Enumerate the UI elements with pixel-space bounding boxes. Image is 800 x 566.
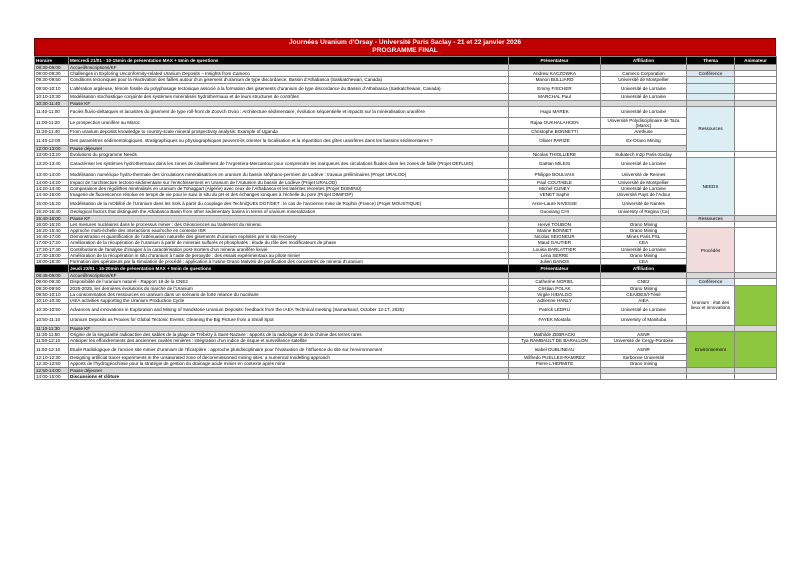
row-affiliation: University of Regina (Ca) [601,209,687,215]
program-row [35,117,777,128]
row-animator [735,332,777,368]
row-theme: Procédés [687,228,735,273]
row-affiliation: Orano Mining [601,221,687,227]
row-title: L’altération argileuse, témoin fossile du polyphasage tectonique associé à la formation des gisements d’uranium de type discordance du Bassin d’Athabasca (Saskatchewan, Canada). [69,83,509,94]
row-animator [735,83,777,94]
row-title: Pause déjeuner [69,367,509,373]
program-row [35,304,777,315]
row-title: Évolutions du programme Needs [69,152,509,158]
row-affiliation [601,373,687,379]
row-affiliation: Arethuse [601,129,687,135]
row-title: Challenges in Exploring Unconformity-related Uranium Deposits – Insights from Cameco [69,71,509,77]
row-affiliation: Cameco Corporation [601,71,687,77]
row-presenter: Mathilde ZEBRACKI [509,332,601,338]
row-affiliation: Orano Mining [601,252,687,258]
row-presenter: VENET Saphir [509,192,601,198]
row-time: 10:50-11:10 [35,315,69,326]
row-title: Démonstration et quantification de l’atténuation naturelle des gisements d’uranium exploités par in situ recovery [69,234,509,240]
row-affiliation: Université de Lorraine [601,246,687,252]
row-affiliation: Université de Rennes [601,169,687,180]
program-table [34,56,777,380]
row-title: Comparaison des régolithes minéralisés en uranium de Tohaggart (Algérie) avec ceux de l’Athabasca et les latérites récentes (Projet DISMINU) [69,186,509,192]
row-presenter: Pierre L’HERMITE [509,361,601,367]
row-presenter: Cristian POLAK [509,285,601,291]
header-affiliation: Affiliation [601,265,687,273]
row-presenter: Hervé TOUBON [509,221,601,227]
row-time: 10:30-11:40 [35,100,69,106]
row-time: 08:45-09:00 [35,273,69,279]
row-affiliation: AIEA [601,298,687,304]
row-animator [735,285,777,325]
row-presenter: Virgile HIDALGO [509,291,601,297]
row-presenter: Louisa BARLATTIER [509,246,601,252]
row-presenter: Christophe BONNETTI [509,129,601,135]
row-title: Le prospection uranifère au Maroc [69,117,509,128]
row-title: Advances and innovations in Exploration and Mining of Sandstone Uranium Deposits: feedback from the IAEA Technical meeting (Samarkand, October 13-17, 2025) [69,304,509,315]
row-time: 09:50-10:10 [35,83,69,94]
row-time: 15:20-15:40 [35,209,69,215]
row-time: 16:20-16:40 [35,228,69,234]
program-row [35,106,777,117]
row-title: Faciès fluvio-deltaïques et lacustres du gisement de type roll-front de Zoovch Ovoo : Architecture sédimentaire, évolution séquentielle et impacts sur la minéralisation uranifère [69,106,509,117]
row-title: La consommation des ressources en uranium dans un scénario de forte relance du nucléaire [69,291,509,297]
row-presenter: Nicolas THIOLLIERE [509,152,601,158]
row-time: 09:30-09:50 [35,285,69,291]
row-time: 09:30-09:50 [35,77,69,83]
row-affiliation: ASNR [601,344,687,355]
row-presenter: Hugo MAREK [509,106,601,117]
program-row [35,158,777,169]
row-affiliation: Université Polydisciplinaire de Taza (Maroc) [601,117,687,128]
row-presenter: Lena SERRE [509,252,601,258]
row-affiliation: Université de Lorraine [601,186,687,192]
row-theme [687,83,735,94]
row-title: Designing artificial tracer experiments in the unsaturated zone of decommissioned mining sites: a numerical modelling approach [69,355,509,361]
program-row [35,344,777,355]
row-title: Modélisation stochastique conjointe des systèmes minéralisés hydrothermaux et de leurs structures de contrôles [69,94,509,100]
row-title: Pause KF [69,100,509,106]
row-title: 2025-2025, les dernières évolutions du marché de l’Uranium [69,285,509,291]
row-affiliation: CEA/DES/I-Tésé [601,291,687,297]
row-title: Impact de l’architecture tectono-sédimentaire sur l’enrichissement en Uranium de l’Autunien du bassin de Lodève (Projet URALOD) [69,180,509,186]
row-time: 12:30-12:50 [35,361,69,367]
row-title: Anticiper les effondrements des anciennes cavités minières : intégration d’un indice de risque et surveillance satellite [69,338,509,344]
row-presenter: Catherine NORIEL [509,279,601,285]
row-time: 13:20-13:40 [35,158,69,169]
row-presenter: Emmy FISCHER [509,83,601,94]
row-time: 18:00-18:30 [35,259,69,265]
row-affiliation: Université Pays de l’Adour [601,192,687,198]
row-theme: Uranium : état des lieux et innovations [687,285,735,325]
program-row [35,198,777,209]
row-title: Conditions tectoniques pour la réactivation des failles autour d’un gisement d’uranium de type discordance, Bassin d’Athabasca (Saskatchewan, Canada) [69,77,509,83]
row-affiliation: University of Manitoba [601,315,687,326]
row-presenter: Michel CUNEY [509,186,601,192]
row-affiliation: Université de Lorraine [601,158,687,169]
row-presenter: Wilfredo PUELLES-RAMIREZ [509,355,601,361]
row-title: Imagerie de fluorescence résolue en temps de vie pour le suivi in situ du pH et des échanges ioniques à l’échelle du pore (Projet DIMIFOP) [69,192,509,198]
program-title: Journées Uranium d'Orsay - Université Paris Saclay - 21 et 22 janvier 2026 [288,39,522,46]
row-presenter: Adrienne HANLY [509,298,601,304]
table-header-row [35,57,777,65]
row-time: 16:00-16:20 [35,221,69,227]
row-affiliation: Université de Nantes [601,198,687,209]
row-animator [735,106,777,151]
row-time: 11:40-11:00 [35,106,69,117]
program-sheet [34,38,776,380]
row-title: Des paramètres sédimentologiques, stratigraphiques ou physiographiques peuvent-ils orienter la localisation et la répartition des gîtes uranifères dans les bassins sédimentaires ? [69,135,509,146]
row-time: 10:30-10:50 [35,304,69,315]
row-affiliation: Mines Paris PSL [601,234,687,240]
row-time: 10:10-10:30 [35,94,69,100]
row-presenter: Marine BONNET [509,228,601,234]
row-title: Accueil/Inscriptions/KF [69,65,509,71]
row-time: 08:30-09:00 [35,65,69,71]
row-presenter: Guoxiang CHI [509,209,601,215]
row-presenter: Rajaa OUKHALAHCEN [509,117,601,128]
header-animator: Animateur [735,57,777,65]
row-title: IAEA activities supporting the Uranium Production Cycle [69,298,509,304]
row-theme: Conférence [687,279,735,285]
program-banner [34,38,776,56]
header-time [35,265,69,273]
row-affiliation: Université de Montpellier [601,180,687,186]
program-row [35,135,777,146]
row-presenter: Gaëtan MILESI [509,158,601,169]
row-presenter: Anne-Laure NIVESSE [509,198,601,209]
row-affiliation: CNE2 [601,279,687,285]
row-title: Contributions de l’analyse d’images à la caractérisation post-mortem d’un minerai uranifère lixivié [69,246,509,252]
program-row [35,169,777,180]
row-theme: Environnement [687,332,735,368]
row-title: Apports de l’hydrogéochimie pour la stratégie de gestion du drainage acide minier en contexte après mine [69,361,509,367]
row-time: 11:10-11:30 [35,325,69,331]
row-theme: Ressources [687,106,735,151]
row-title: Origine de la singularité radioactive des sables de la plage de Trébézy à Saint-Nazaire : apports de la radiologie et de la chimie des terres rares [69,332,509,338]
row-affiliation: Université de Cergy-Pontoise [601,338,687,344]
row-affiliation: Université de Lorraine [601,304,687,315]
row-title: Geological factors that distinguish the Athabasca Basin from other sedimentary basins in terms of uranium mineralization [69,209,509,215]
row-affiliation: Université de Lorraine [601,106,687,117]
row-time: 14:00-14:20 [35,180,69,186]
row-title: Pause KF [69,325,509,331]
row-presenter: Philippe BOULVAIS [509,169,601,180]
row-time: 14:20-14:40 [35,186,69,192]
row-time: 14:00-15:00 [35,373,69,379]
row-time: 14:40-15:00 [35,192,69,198]
row-affiliation: Université de Lorraine [601,94,687,100]
row-affiliation: Subatech In2p Paris-Saclay [601,152,687,158]
header-time: Horaire [35,57,69,65]
program-row [35,315,777,326]
row-presenter: Nicolas SEIGNEUR [509,234,601,240]
row-time: 11:40-12:00 [35,135,69,146]
row-presenter: Olivier PARIZE [509,135,601,146]
row-affiliation: Sorbonne Université [601,355,687,361]
row-time: 11:30-11:50 [35,332,69,338]
row-title: Les mesures nucléaires dans le processus minier : des Géosciences au traitement du minerai. [69,221,509,227]
row-title: Amélioration de la récupération de l’uranium à partir de minerais sulfurés et phosphatés : étude du rôle des modificateurs de phase [69,240,509,246]
row-affiliation: Orano Mining [601,228,687,234]
row-title: Modélisation de la mObilité de l’Uranium dans les Sols à partir du couplage des TechniQUEs DGT/DET : le cas de l’ancienne mine de Rophin (France) (Projet MOUSTIQUE) [69,198,509,209]
row-time: 15:00-15:20 [35,198,69,209]
row-presenter: Paul COUTABLE [509,180,601,186]
row-affiliation: CEA [601,240,687,246]
row-time: 16:40-17:00 [35,234,69,240]
row-presenter: Maud GAUTIER [509,240,601,246]
header-day-title: Mercredi 21/01 - 10-15min de présentation MAX + 5min de questions [69,57,509,65]
row-presenter: Andrew KACZOWKA [509,71,601,77]
row-presenter: MARCHAL Paul [509,94,601,100]
row-time: 11:50-12:10 [35,338,69,344]
row-time: 12:10-12:30 [35,355,69,361]
row-presenter [509,373,601,379]
row-title: Uranium Deposits as Proxies for Global Tectonic Events: Gleaning the Big Picture from a Small Spot [69,315,509,326]
row-time: 09:50-10:10 [35,291,69,297]
row-affiliation: ASNR [601,332,687,338]
row-title: Amélioration de la récupération in situ d’uranium à l’aide de peroxyde : des essais expérimentaux au pilote minier [69,252,509,258]
row-time: 09:00-09:30 [35,279,69,285]
row-theme: Conférence [687,71,735,77]
row-time: 11:50-12:10 [35,344,69,355]
row-theme: Ressources [687,215,735,221]
row-presenter: Manon BULLIARD [509,77,601,83]
row-title: Pause KF [69,215,509,221]
table-header-row [35,265,777,273]
program-row [35,373,777,379]
row-presenter: Tya RAMBAULT DE BARALLON [509,338,601,344]
row-affiliation: Université de Montpellier [601,77,687,83]
row-title: Approche multi-échelle des interactions eau/roche en contexte ISR [69,228,509,234]
row-time: 17:00-17:20 [35,240,69,246]
header-theme: Thema [687,57,735,65]
row-title: From uranium deposits knowledge to country-scale mineral prospectivity analysis: Example of Uganda [69,129,509,135]
row-time: 13:00-13:20 [35,152,69,158]
row-time: 11:00-11:20 [35,117,69,128]
row-title: Caractériser les systèmes hydrothermaux dans les zones de cisaillement de l’Argentera-Mercantour pour comprendre les marqueurs des circulations fluides dans les zones de faille (Projet DEFLUID) [69,158,509,169]
row-time: 12:00-13:00 [35,146,69,152]
row-title: Accueil/Inscriptions/KF [69,273,509,279]
row-title: Formation des opérateurs par la simulation de procédé : application à l’usine Orano Malvési de purification des concentrés de minerai d’uranium [69,259,509,265]
row-title: Pause déjeuner [69,146,509,152]
row-title: Discussions et clôture [69,373,509,379]
row-presenter: Isabel DUBLINEAU [509,344,601,355]
row-affiliation: Université de Lorraine [601,83,687,94]
row-time: 13:40-14:00 [35,169,69,180]
row-presenter: Julien BANOS [509,259,601,265]
row-presenter: Patrick LEDRU [509,304,601,315]
row-time: 10:10-10:30 [35,298,69,304]
program-subtitle: PROGRAMME FINAL [372,47,438,54]
row-animator [735,373,777,379]
row-animator [735,228,777,273]
row-presenter: FAYEK Mostafa [509,315,601,326]
row-time: 17:20-17:40 [35,246,69,252]
row-theme: NEEDS [687,158,735,215]
program-row [35,83,777,94]
row-time: 11:20-11:40 [35,129,69,135]
row-title: Etude Radiologique de l’ancien site minier d’uranium de l’Écarpière : approche pluridisciplinaire pour l’évaluation de l’influence du site sur l’environnement [69,344,509,355]
row-time: 09:00-09:30 [35,71,69,77]
row-time: 15:40-16:00 [35,215,69,221]
header-presenter: Présentateur [509,265,601,273]
row-affiliation: CEA [601,259,687,265]
row-time: 12:50-14:00 [35,367,69,373]
row-title: Modélisation numérique hydro-thermale des circulations minéralisatrices en uranium du bassin stéphano-permien de Lodève : travaux préliminaires (Projet URALOD) [69,169,509,180]
row-animator [735,158,777,215]
row-title: Disponibilité de l’uranium naturel - Rapport 19 de la CNE2 [69,279,509,285]
header-day-title: Jeudi 22/01 - 15-20min de présentation MAX + 5min de questions [69,265,509,273]
row-theme [687,373,735,379]
header-presenter: Présentateur [509,57,601,65]
row-affiliation: Ex-Orano Mining [601,135,687,146]
row-time: 17:40-18:00 [35,252,69,258]
row-affiliation: Orano mining [601,361,687,367]
header-affiliation: Affiliation [601,57,687,65]
row-affiliation: Orano Mining [601,285,687,291]
